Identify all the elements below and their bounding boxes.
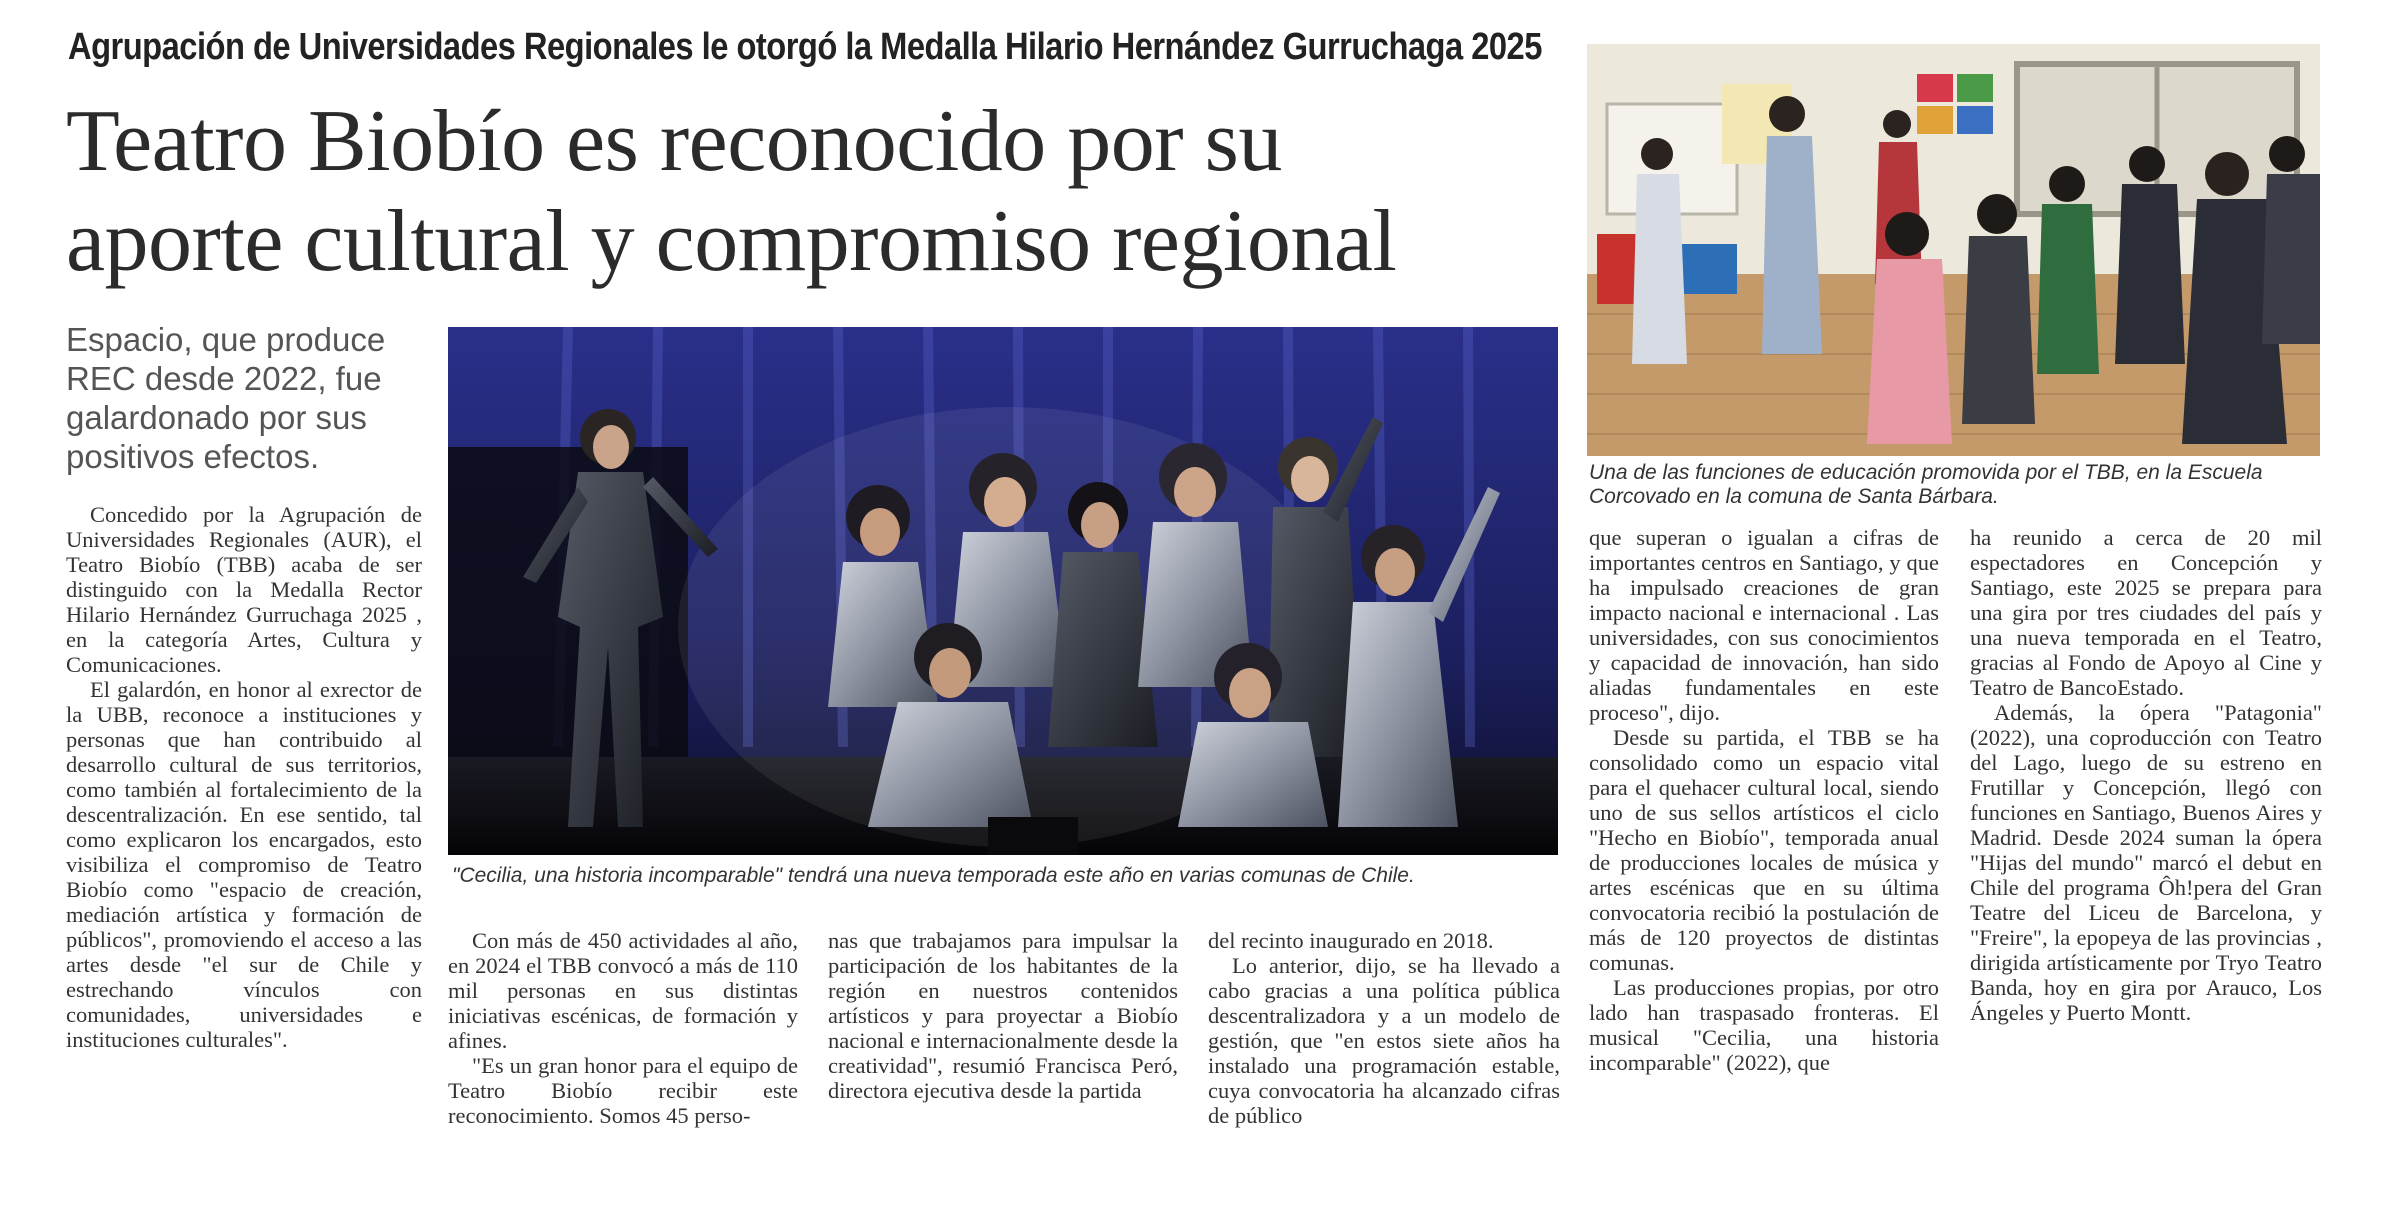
body-column-3: [828, 928, 1178, 1103]
classroom-photo-caption: Una de las funciones de educación promovida por el TBB, en la Escuela Corcovado en la comuna de Santa Bárbara.: [1589, 461, 2263, 508]
body-column-2: [448, 928, 798, 1128]
paragraph: nas que trabajamos para impulsar la participación de los habitantes de la región en nuestros contenidos artísticos y para proyectar a Biobío nacional e internacionalmente desde la creatividad", resumió Francisca Peró, directora ejecutiva desde la partida: [828, 928, 1178, 1103]
stage-photo: [448, 327, 1558, 855]
paragraph: que superan o igualan a cifras de importantes centros en Santiago, y que ha impulsado creaciones de gran impacto nacional e internacional . Las universidades, con sus conocimientos y capacidad de innovación, han sido aliadas fundamentales en este proceso", dijo.: [1589, 525, 1939, 725]
paragraph: Además, la ópera "Patagonia" (2022), una coproducción con Teatro del Lago, luego de su estreno en Frutillar y Concepción, llegó con funciones en Santiago, Buenos Aires y Madrid. Desde 2024 suman la ópera "Hijas del mundo" marcó el debut en Chile del programa Ôh!pera del Gran Teatre del Liceu de Barcelona, y "Freire", la epopeya de las provincias , dirigida artísticamente por Tryo Teatro Banda, hoy en gira por Arauco, Los Ángeles y Puerto Montt.: [1970, 700, 2322, 1025]
paragraph: ha reunido a cerca de 20 mil espectadores en Concepción y Santiago, este 2025 se prepara para una gira por tres ciudades del país y una nueva temporada en el Teatro, gracias al Fondo de Apoyo al Cine y Teatro de BancoEstado.: [1970, 525, 2322, 700]
stage-photo-caption: "Cecilia, una historia incomparable" tendrá una nueva temporada este año en varias comunas de Chile.: [452, 864, 1415, 887]
article-headline: [66, 92, 1566, 292]
paragraph: El galardón, en honor al exrector de la UBB, reconoce a instituciones y personas que han contribuido al desarrollo cultural de sus territorios, como también al fortalecimiento de la descentralización. En ese sentido, tal como explicaron los encargados, esto visibiliza el compromiso de Teatro Biobío como "espacio de creación, mediación artística y formación de públicos", promoviendo el acceso a las artes desde "el sur de Chile y estrechando vínculos con comunidades, universidades e instituciones culturales".: [66, 677, 422, 1052]
paragraph: Desde su partida, el TBB se ha consolidado como un espacio vital para el quehacer cultural local, siendo uno de sus sellos artísticos el ciclo "Hecho en Biobío", temporada anual de producciones locales de música y artes escénicas que en su última convocatoria recibió la postulación de más de 120 proyectos de distintas comunas.: [1589, 725, 1939, 975]
body-column-6: [1970, 525, 2322, 1025]
article-kicker: Agrupación de Universidades Regionales le otorgó la Medalla Hilario Hernández Gurruchaga 2025: [68, 26, 1542, 68]
paragraph: Lo anterior, dijo, se ha llevado a cabo gracias a una política pública descentralizadora y a un modelo de gestión, que "en estos siete años ha instalado una programación estable, cuya convocatoria ha alcanzado cifras de público: [1208, 953, 1560, 1128]
paragraph: Concedido por la Agrupación de Universidades Regionales (AUR), el Teatro Biobío (TBB) acaba de ser distinguido con la Medalla Rector Hilario Hernández Gurruchaga 2025 , en la categoría Artes, Cultura y Comunicaciones.: [66, 502, 422, 677]
paragraph: del recinto inaugurado en 2018.: [1208, 928, 1494, 953]
paragraph: Con más de 450 actividades al año, en 2024 el TBB convocó a más de 110 mil personas en sus distintas iniciativas escénicas, de formación y afines.: [448, 928, 798, 1053]
article-deck: Espacio, que produce REC desde 2022, fue galardonado por sus positivos efectos.: [66, 321, 386, 475]
body-column-4: [1208, 928, 1560, 1128]
paragraph: Las producciones propias, por otro lado han traspasado fronteras. El musical "Cecilia, una historia incomparable" (2022), que: [1589, 975, 1939, 1075]
headline-line-2: aporte cultural y compromiso regional: [66, 193, 1397, 290]
headline-line-1: Teatro Biobío es reconocido por su: [66, 93, 1282, 190]
paragraph: "Es un gran honor para el equipo de Teatro Biobío recibir este reconocimiento. Somos 45 perso-: [448, 1053, 798, 1128]
body-column-1: [66, 502, 422, 1052]
classroom-photo: [1587, 44, 2320, 456]
body-column-5: [1589, 525, 1939, 1075]
